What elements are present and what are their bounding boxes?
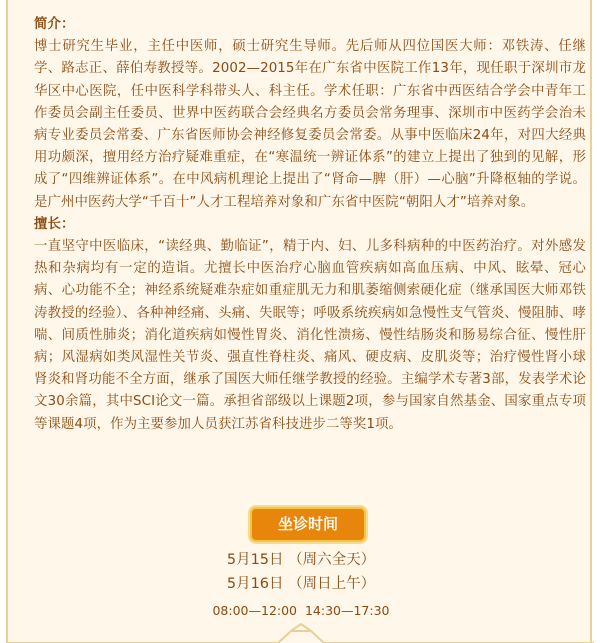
intro-heading: 简介：: [34, 17, 75, 32]
schedule-day-2: 5月16日 （周日上午）: [226, 576, 376, 592]
schedule-time-button: 坐诊时间: [252, 509, 364, 540]
profile-text-block: [34, 14, 586, 436]
specialty-text: 一直坚守中医临床，“读经典、勤临证”，精于内、妇、儿多科病种的中医药治疗。对外感发热和杂病均有一定的造诣。尤擅长中医治疗心脑血管疾病如高血压病、中风、眩晕、冠心病、心功能不全；神经系统疑难杂症如重症肌无力和肌萎缩侧索硬化症（继承国医大师邓铁涛教授的经验）、各种神经痛、头痛、失眠等；呼吸系统疾病如急慢性支气管炎、慢阻肺、哮喘、间质性肺炎；消化道疾病如慢性胃炎、消化性溃疡、慢性结肠炎和肠易综合征、慢性肝病；风湿病如类风湿性关节炎、强直性脊柱炎、痛风、硬皮病、皮肌炎等；治疗慢性肾小球肾炎和肾功能不全方面，继承了国医大师任继学教授的经验。主编学术专著3部，发表学术论文30余篇，其中SCI论文一篇。承担省部级以上课题2项，参与国家自然基金、国家重点专项等课题4项，作为主要参加人员获江苏省科技进步二等奖1项。: [34, 239, 586, 432]
intro-text: 博士研究生毕业，主任中医师，硕士研究生导师。先后师从四位国医大师：邓铁涛、任继学、路志正、薛伯寿教授等。2002—2015年在广东省中医院工作13年，现任职于深圳市龙华区中心医院，任中医科学科带头人、科主任。学术任职：广东省中西医结合学会中青年工作委员会副主任委员、世界中医药联合会经典名方委员会常务理事、深圳市中医药学会治未病专业委员会常委、广东省医师协会神经修复委员会常委。从事中医临床24年，对四大经典用功颇深，擅用经方治疗疑难重症，在“寒温统一辨证体系”的建立上提出了独到的见解，形成了“四维辨证体系”。在中风病机理论上提出了“肾命—脾（肝）—心脑”升降枢轴的学说。是广州中医药大学“千百十”人才工程培养对象和广东省中医院“朝阳人才”培养对象。: [34, 39, 586, 210]
specialty-heading: 擅长：: [34, 216, 75, 232]
schedule-day-1: 5月15日 （周六全天）: [226, 552, 376, 568]
schedule-details: [8, 548, 594, 623]
bottom-ornament-decoration: [8, 623, 594, 643]
schedule-hours: 08:00—12:00 14:30—17:30: [212, 603, 390, 618]
doctor-profile-card: [6, 0, 592, 643]
